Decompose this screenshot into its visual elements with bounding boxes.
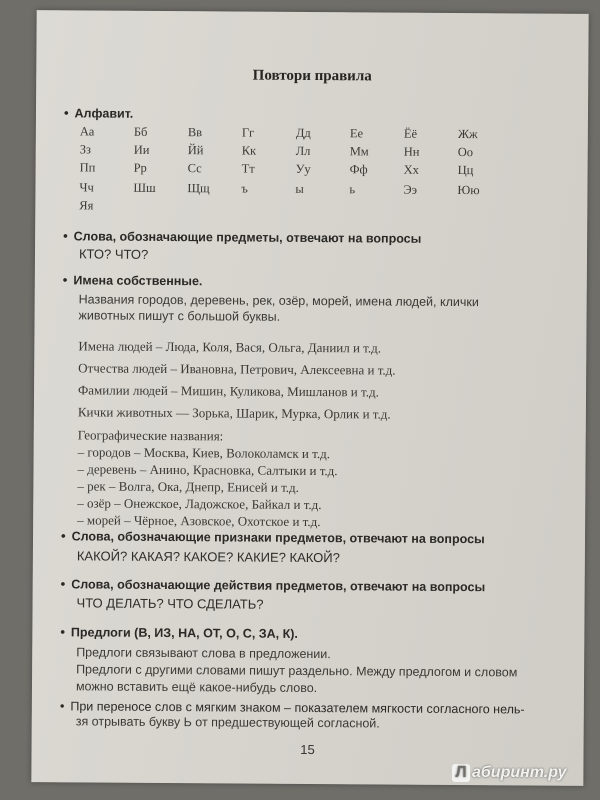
alphabet-letter: Шш (133, 180, 156, 195)
nouns-questions: КТО? ЧТО? (78, 246, 149, 262)
alphabet-letter: Ёё (403, 126, 418, 141)
proper-surnames: Фамилии людей – Мишин, Куликова, Мишланов и т.д. (77, 382, 379, 400)
alphabet-letter: Ее (349, 126, 364, 141)
verbs-questions: ЧТО ДЕЛАТЬ? ЧТО СДЕЛАТЬ? (76, 595, 264, 612)
alphabet-letter: Уу (295, 161, 311, 176)
alphabet-letter: Лл (295, 143, 311, 158)
alphabet-letter: Чч (79, 180, 94, 195)
labirint-logo-icon: Л (452, 764, 470, 782)
alphabet-letter: Бб (133, 124, 148, 139)
adjectives-questions: КАКОЙ? КАКАЯ? КАКОЕ? КАКИЕ? КАКОЙ? (76, 548, 340, 566)
alphabet-letter: Рр (133, 160, 147, 175)
alphabet-letter: Зз (79, 142, 91, 157)
alphabet-letter: Нн (403, 144, 420, 159)
geo-block (77, 426, 338, 530)
proper-names: Имена людей – Люда, Коля, Вася, Ольга, Даниил и т.д. (78, 338, 382, 356)
alphabet-letter: Гг (241, 125, 255, 140)
prepositions-line-3: можно вставить ещё какое-нибудь слово. (75, 679, 318, 696)
alphabet-letter: Йй (187, 143, 204, 158)
watermark-text: абиринт.ру (472, 764, 567, 781)
alphabet-letter: Яя (79, 198, 94, 213)
verbs-heading: • Слова, обозначающие действия предметов, отвечают на вопросы (61, 576, 486, 594)
book-page (31, 10, 588, 786)
geo-cities: – городов – Москва, Киев, Волоколамск и т.д. (77, 444, 331, 462)
alphabet-letter: Аа (79, 124, 95, 139)
hyphenation-line-2: зя отрывать букву Ь от предшествующей согласной. (75, 714, 380, 731)
watermark (452, 764, 567, 782)
page-number: 15 (300, 741, 315, 758)
alphabet-letter: Мм (349, 144, 369, 159)
hyphenation-line-1: • При переносе слов с мягким знаком – показателем мягкости согласного нель- (60, 698, 525, 716)
proper-heading: • Имена собственные. (63, 272, 203, 288)
prepositions-text (76, 644, 518, 698)
alphabet-letter: ь (349, 182, 356, 197)
geo-lakes: – озёр – Онежское, Ладожское, Байкал и т.д. (77, 495, 322, 513)
alphabet-letter: Тт (241, 161, 255, 176)
alphabet-letter: Юю (457, 183, 480, 198)
adjectives-heading: • Слова, обозначающие признаки предметов, отвечают на вопросы (61, 528, 485, 546)
page-title: Повтори правила (252, 67, 372, 85)
nouns-heading: • Слова, обозначающие предметы, отвечают на вопросы (63, 228, 421, 246)
alphabet-letter: Фф (349, 162, 368, 177)
alphabet-letter: Пп (79, 160, 96, 175)
proper-pets: Кички животных — Зорька, Шарик, Мурка, Орлик и т.д. (77, 404, 391, 422)
proper-intro-2: животных пишут с большой буквы. (78, 308, 281, 324)
alphabet-letter: Вв (187, 125, 203, 140)
geo-heading: Географические названия: (77, 427, 224, 444)
proper-intro-1: Названия городов, деревень, рек, озёр, морей, имена людей, клички (78, 292, 479, 310)
alphabet-letter: Сс (187, 161, 202, 176)
alphabet-letter: Ээ (403, 182, 418, 197)
alphabet-letter: Кк (241, 143, 257, 158)
alphabet-letter: Щщ (187, 181, 210, 196)
alphabet-letter: Цц (457, 163, 474, 178)
alphabet-letter: Ии (133, 142, 150, 157)
prepositions-line-1: Предлоги связывают слова в предложении. (76, 645, 331, 662)
proper-patronymics: Отчества людей – Ивановна, Петрович, Алексеевна и т.д. (78, 360, 396, 378)
geo-seas: – морей – Чёрное, Азовское, Охотское и т.д. (77, 512, 321, 530)
prepositions-heading: • Предлоги (В, ИЗ, НА, ОТ, О, С, ЗА, К). (60, 624, 298, 641)
alphabet-heading: • Алфавит. (64, 105, 133, 120)
alphabet-letter: ы (295, 181, 304, 196)
geo-villages: – деревень – Анино, Красновка, Салтыки и т.д. (77, 461, 338, 479)
geo-rivers: – рек – Волга, Ока, Днепр, Енисей и т.д. (77, 478, 299, 495)
alphabet-letter: Жж (457, 127, 478, 142)
prepositions-line-2: Предлоги с другими словами пишут раздельно. Между предлогом и словом (76, 662, 518, 680)
alphabet-letter: Оо (457, 145, 474, 160)
alphabet-letter: Хх (403, 162, 419, 177)
alphabet-letter: Дд (295, 125, 311, 140)
alphabet-letter: ъ (241, 181, 248, 196)
